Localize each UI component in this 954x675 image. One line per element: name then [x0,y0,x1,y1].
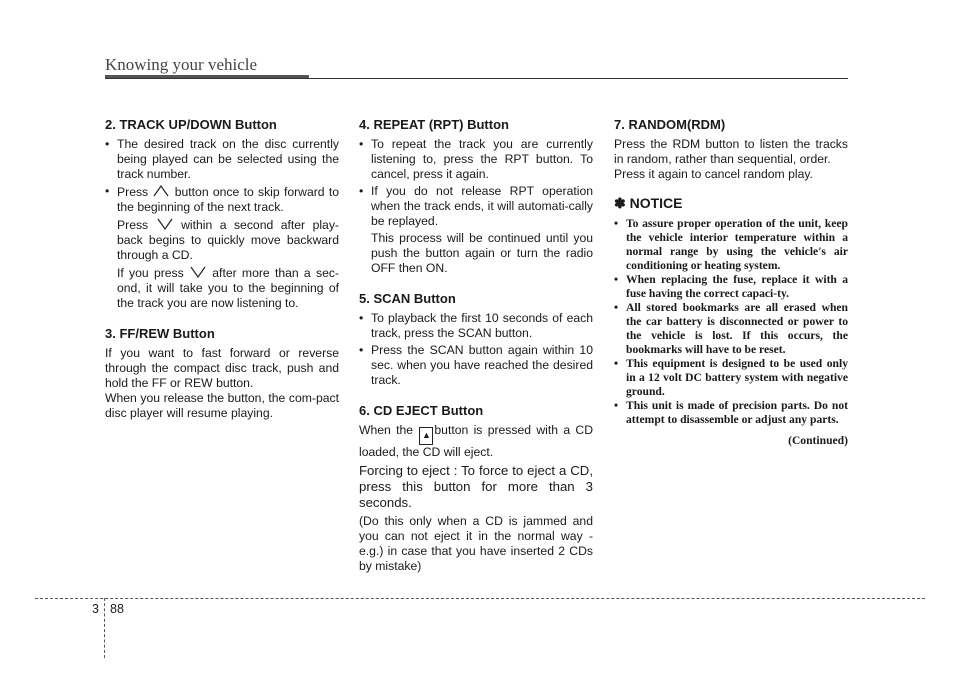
text: button is pressed with a CD loaded, the CD will eject. [359,423,594,459]
section-title: 7. RANDOM(RDM) [614,117,726,132]
footer-divider [35,598,925,599]
bullet-list [105,137,339,215]
text: within a second after play-back begins to quickly move backward through a CD. [117,218,339,262]
paragraph [359,423,593,460]
header-rule [105,78,848,79]
paragraph: This process will be continued until you push the button again or turn the radio OFF then ON. [371,231,593,275]
section-scan [359,291,593,388]
section-title: 2. TRACK UP/DOWN Button [105,117,277,132]
list-item [105,184,339,215]
notice-item: • This unit is made of precision parts. Do not attempt to disassemble or adjust any parts. [614,399,848,427]
bullet-list [359,137,593,229]
paragraph: When you release the button, the com-pact disc player will resume playing. [105,391,339,420]
page-number: 88 [110,602,124,616]
section-title: 6. CD EJECT Button [359,403,484,418]
paragraph: (Do this only when a CD is jammed and you can not eject it in the normal way - e.g.) in case that you have inserted 2 CDs by mistake) [359,514,593,573]
list-item: • To repeat the track you are currently listening to, press the RPT button. To cancel, press it again. [359,137,593,182]
notice-item: • All stored bookmarks are all erased when the car battery is disconnected or power to the vehicle is lost. If this occurs, the bookmarks will have to be reset. [614,301,848,357]
continued-label: (Continued) [788,434,848,447]
section-track-updown [105,117,339,311]
eject-icon: ▲ [419,427,433,445]
section-title: 3. FF/REW Button [105,326,215,341]
page-header-title: Knowing your vehicle [105,55,258,74]
footer-vertical-divider [104,598,105,658]
chapter-number: 3 [92,602,99,616]
column-2 [359,117,593,589]
section-cd-eject [359,403,593,574]
section-ff-rew [105,326,339,421]
chevron-down-icon [156,217,174,231]
list-item: • Press the SCAN button again within 10 sec. when you have reached the desired track. [359,343,593,388]
paragraph: Press the RDM button to listen the tracks in random, rather than sequential, order. [614,137,848,166]
paragraph [105,217,339,263]
paragraph: Forcing to eject : To force to eject a CD, press this button for more than 3 seconds. [359,463,593,510]
section-title: 4. REPEAT (RPT) Button [359,117,509,132]
column-1 [105,117,339,436]
column-3 [614,117,848,448]
text: When the [359,423,414,437]
text: Press [117,185,149,199]
chevron-down-icon [189,265,207,279]
text: Press [117,218,149,232]
paragraph [105,265,339,311]
section-repeat [359,117,593,276]
section-random [614,117,848,182]
paragraph: If you want to fast forward or reverse through the compact disc track, push and hold the FF or REW button. [105,346,339,390]
list-item: • If you do not release RPT operation when the track ends, it will automati-cally be replayed. [359,184,593,229]
text: If you press [117,266,184,280]
list-item: • To playback the first 10 seconds of each track, press the SCAN button. [359,311,593,341]
notice-title: ✽ NOTICE [614,195,683,211]
bullet-list [359,311,593,388]
notice-item: • This equipment is designed to be used only in a 12 volt DC battery system with negative ground. [614,357,848,399]
notice-list [614,217,848,427]
section-title: 5. SCAN Button [359,291,456,306]
list-item: • The desired track on the disc currently being played can be selected using the track number. [105,137,339,182]
text: after more than a sec-ond, it will take you to the beginning of the track you are now listening to. [117,266,339,310]
notice-item: • To assure proper operation of the unit, keep the vehicle interior temperature within a normal range by using the vehicle's air conditioning or heating system. [614,217,848,273]
chevron-up-icon [152,184,170,198]
text: button once to skip forward to the beginning of the next track. [117,185,340,214]
paragraph: Press it again to cancel random play. [614,167,813,181]
notice-item: • When replacing the fuse, replace it with a fuse having the correct capaci-ty. [614,273,848,301]
